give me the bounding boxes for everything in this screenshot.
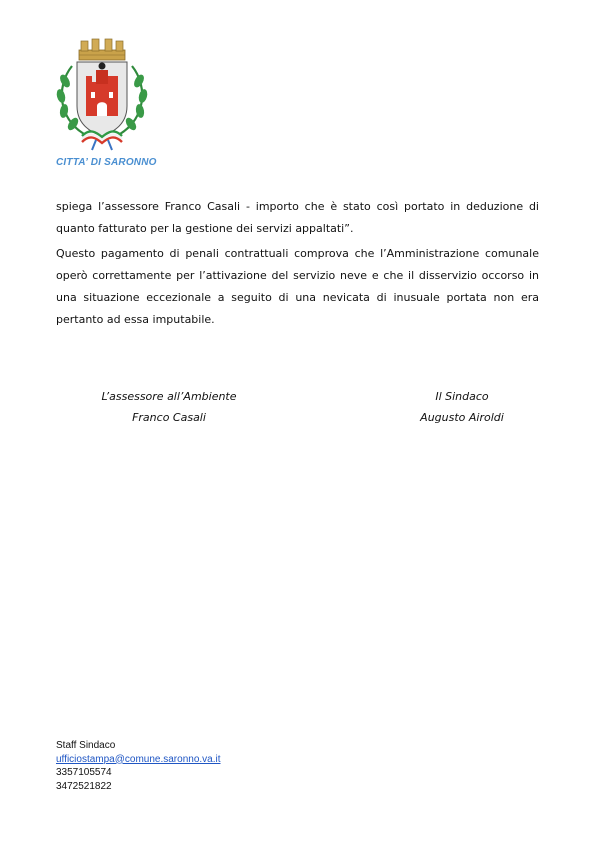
footer-contacts — [56, 739, 221, 793]
signature-mayor — [400, 386, 524, 428]
signature-assessor-role: L’assessore all’Ambiente — [101, 390, 237, 403]
footer-office: Staff Sindaco — [56, 740, 116, 751]
footer-email-link[interactable]: ufficiostampa@comune.saronno.va.it — [56, 753, 221, 765]
paragraph-penalty-payment: Questo pagamento di penali contrattuali comprova che l’Amministrazione comunale operò correttamente per l’attivazione del servizio neve e che il disservizio occorso in una situazione eccezionale a seguito di una nevicata di inusuale portata non era pertanto ad essa imputabile. — [56, 247, 539, 326]
signature-mayor-name: Augusto Airoldi — [420, 411, 504, 424]
signature-assessor — [92, 386, 246, 428]
signature-assessor-name: Franco Casali — [132, 411, 206, 424]
footer-phone-1: 3357105574 — [56, 767, 112, 778]
footer-phone-2: 3472521822 — [56, 780, 112, 792]
crown-icon — [79, 39, 125, 60]
signature-mayor-role: Il Sindaco — [435, 390, 489, 403]
saronno-coat-of-arms-icon — [52, 36, 152, 154]
paragraph-quote-continuation: spiega l’assessore Franco Casali - importo che è stato così portato in deduzione di quanto fatturato per la gestione dei servizi appaltati”. — [56, 200, 539, 235]
city-name-heading: CITTA’ DI SARONNO — [56, 157, 157, 168]
